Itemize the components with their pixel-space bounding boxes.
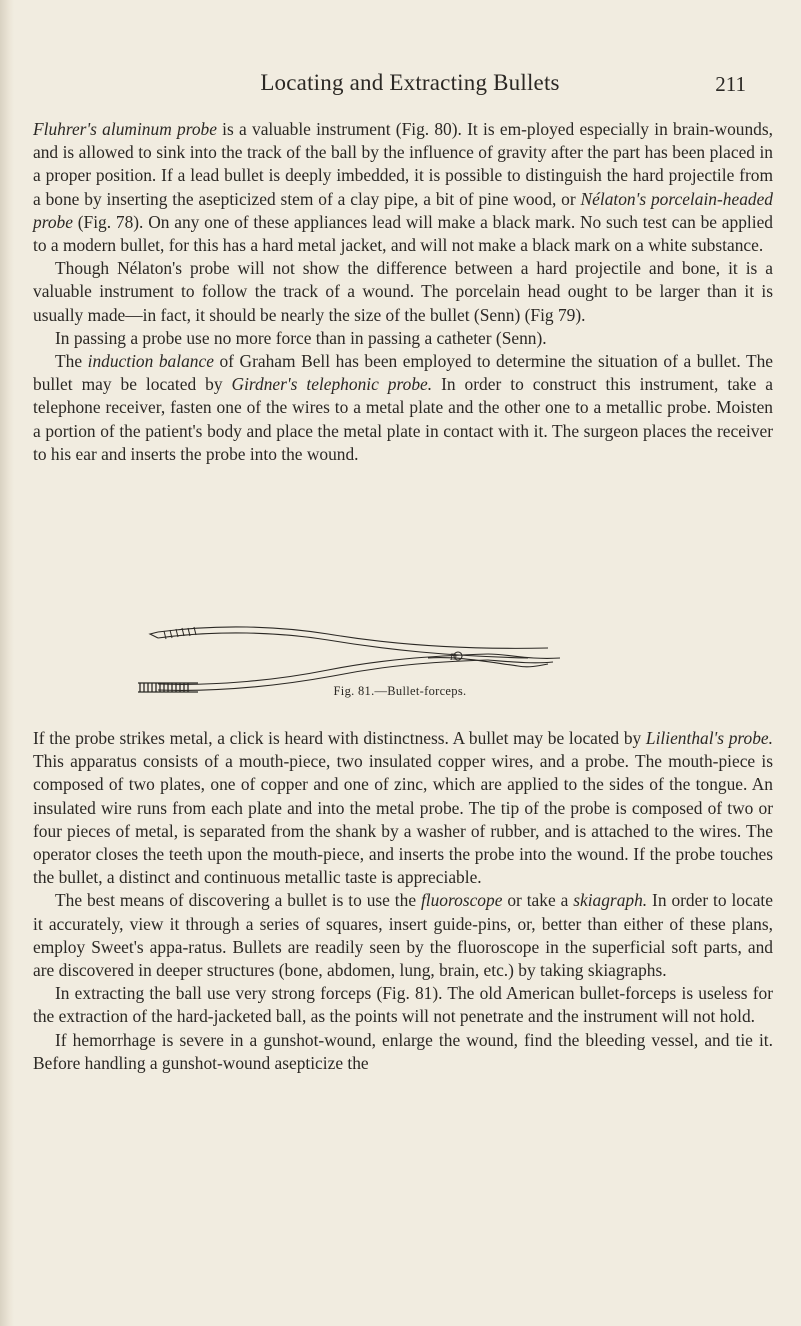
italic-term: Nélaton's porcelain-headed probe [33,188,773,232]
paragraph-text: If the probe strikes metal, a click is heard with distinctness. A bullet may be located by [33,728,646,748]
italic-term: fluoroscope [420,890,503,911]
italic-term: Lilienthal's probe. [645,728,773,748]
paragraph [33,727,773,889]
page-number: 211 [715,72,746,96]
body-text-top [33,118,773,466]
paragraph-text: This apparatus consists of a mouth-piece, two insulated copper wires, and a probe. The mouth-piece is composed of two plates, one of copper and one of zinc, which are applied to the sides of the tongue. An insulated wire runs from each plate and into the metal probe. The tip of the probe is composed of two or four pieces of metal, is separated from the shank by a washer of rubber, and is attached to the wires. The operator closes the teeth upon the mouth-piece, and inserts the probe into the wound. If the probe touches the bullet, a distinct and continuous metallic taste is appreciable. [33,751,773,888]
paragraph-text: Though Nélaton's probe will not show the difference between a hard projectile and bone, it is a valuable instrument to follow the track of a wound. The porcelain head ought to be larger than it is usually made—in fact, it should be nearly the size of the bullet (Senn) (Fig 79). [33,258,773,325]
figure-caption: Fig. 81.—Bullet-forceps. [333,684,467,698]
paragraph-text: In passing a probe use no more force than in passing a catheter (Senn). [55,327,547,348]
paragraph-text: In order to construct this instrument, take a telephone receiver, fasten one of the wires to a metal plate and the other one to a metallic probe. Moisten a portion of the patient's body and place the metal plate in contact with it. The surgeon places the receiver to his ear and inserts the probe into the wound. [33,374,774,464]
paragraph [33,350,773,466]
running-header: Locating and Extracting Bullets [260,70,560,95]
paragraph [33,118,773,257]
paragraph [33,889,773,982]
paragraph [33,257,773,327]
body-text-bottom [33,727,773,1075]
paragraph-text: or take a [502,890,574,911]
paragraph [33,1029,773,1075]
paragraph-text: In extracting the ball use very strong forceps (Fig. 81). The old American bullet-forceps is useless for the extraction of the hard-jacketed ball, as the points will not penetrate and the instrument will not hold. [33,983,773,1027]
italic-term: Fluhrer's aluminum probe [33,119,217,139]
paragraph-text: (Fig. 78). On any one of these appliances lead will make a black mark. No such test can be applied to a modern bullet, for this has a hard metal jacket, and will not make a black mark on a white substance. [33,211,773,256]
italic-term: skiagraph. [573,890,648,911]
paragraph-text: In order to locate it accurately, view it through a series of squares, insert guide-pins, or, better than either of these plans, employ Sweet's appa-ratus. Bullets are readily seen by the fluoroscope in the superficial soft parts, and are discovered in deeper structures (bone, abdomen, lung, brain, etc.) by taking skiagraphs. [33,890,773,981]
page-gutter-shadow [0,0,14,1326]
paragraph-text: is a valuable instrument (Fig. 80). It is em-ployed especially in brain-wounds, and is allowed to sink into the track of the ball by the influence of gravity after the part has been placed in a proper position. If a lead bullet is deeply imbedded, it is possible to distinguish the hard projectile from a bone by inserting the asepticized stem of a clay pipe, a bit of pine wood, or [33,119,773,209]
figure-mark: D [450,652,457,662]
italic-term: induction balance [87,351,214,372]
paragraph [33,982,773,1028]
paragraph-text: The [55,351,88,372]
italic-term: Girdner's telephonic probe. [231,374,433,395]
paragraph-text: The best means of discovering a bullet is to use the [55,890,421,911]
paragraph-text: of Graham Bell has been employed to determine the situation of a bullet. The bullet may be located by [33,351,773,395]
paragraph-text: If hemorrhage is severe in a gunshot-wound, enlarge the wound, find the bleeding vessel, and tie it. Before handling a gunshot-wound asepticize the [33,1029,773,1073]
paragraph [33,327,773,350]
